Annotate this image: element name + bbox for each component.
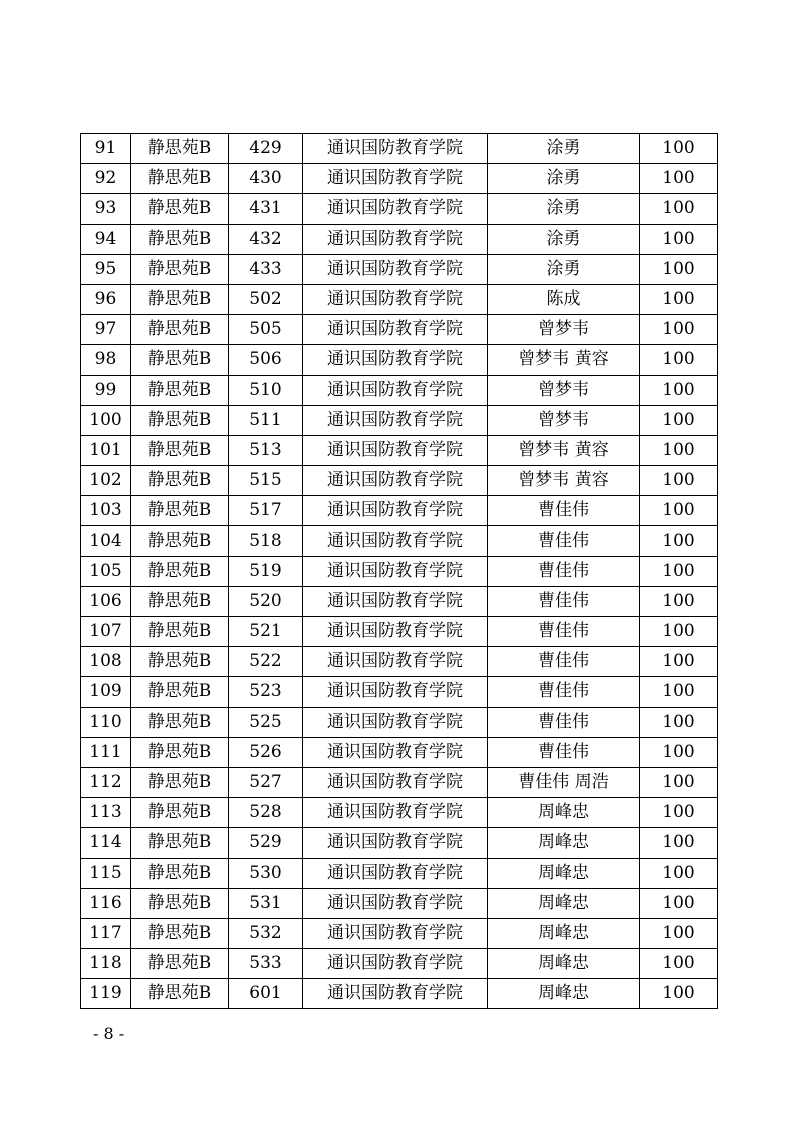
cell-building: 静思苑B	[131, 858, 229, 888]
cell-person: 周峰忠	[488, 798, 640, 828]
cell-number: 93	[81, 194, 131, 224]
cell-college: 通识国防教育学院	[303, 194, 488, 224]
cell-score: 100	[640, 254, 718, 284]
cell-room: 518	[229, 526, 303, 556]
cell-building: 静思苑B	[131, 586, 229, 616]
cell-building: 静思苑B	[131, 284, 229, 314]
cell-person: 陈成	[488, 284, 640, 314]
cell-score: 100	[640, 617, 718, 647]
cell-score: 100	[640, 798, 718, 828]
table-row	[81, 194, 718, 224]
cell-person: 曹佳伟 周浩	[488, 767, 640, 797]
table-row	[81, 677, 718, 707]
cell-person: 涂勇	[488, 134, 640, 164]
table-row	[81, 224, 718, 254]
table-body	[81, 134, 718, 1009]
cell-number: 106	[81, 586, 131, 616]
table-row	[81, 466, 718, 496]
cell-person: 曾梦韦	[488, 315, 640, 345]
cell-score: 100	[640, 345, 718, 375]
cell-building: 静思苑B	[131, 345, 229, 375]
table-row	[81, 345, 718, 375]
cell-college: 通识国防教育学院	[303, 254, 488, 284]
cell-number: 113	[81, 798, 131, 828]
cell-building: 静思苑B	[131, 737, 229, 767]
cell-college: 通识国防教育学院	[303, 586, 488, 616]
cell-number: 119	[81, 979, 131, 1009]
cell-room: 532	[229, 918, 303, 948]
cell-score: 100	[640, 496, 718, 526]
cell-score: 100	[640, 979, 718, 1009]
table-row	[81, 435, 718, 465]
cell-building: 静思苑B	[131, 466, 229, 496]
table-row	[81, 496, 718, 526]
cell-person: 周峰忠	[488, 888, 640, 918]
cell-building: 静思苑B	[131, 254, 229, 284]
cell-room: 519	[229, 556, 303, 586]
cell-room: 431	[229, 194, 303, 224]
cell-person: 曾梦韦 黄容	[488, 435, 640, 465]
cell-building: 静思苑B	[131, 979, 229, 1009]
cell-room: 521	[229, 617, 303, 647]
cell-person: 曾梦韦 黄容	[488, 345, 640, 375]
cell-number: 91	[81, 134, 131, 164]
cell-college: 通识国防教育学院	[303, 345, 488, 375]
cell-number: 92	[81, 164, 131, 194]
table-row	[81, 375, 718, 405]
cell-college: 通识国防教育学院	[303, 526, 488, 556]
cell-number: 104	[81, 526, 131, 556]
cell-number: 108	[81, 647, 131, 677]
cell-score: 100	[640, 466, 718, 496]
cell-room: 502	[229, 284, 303, 314]
cell-building: 静思苑B	[131, 617, 229, 647]
cell-person: 曹佳伟	[488, 617, 640, 647]
cell-person: 涂勇	[488, 224, 640, 254]
table-row	[81, 918, 718, 948]
cell-building: 静思苑B	[131, 828, 229, 858]
cell-number: 112	[81, 767, 131, 797]
table-row	[81, 315, 718, 345]
cell-building: 静思苑B	[131, 134, 229, 164]
cell-building: 静思苑B	[131, 435, 229, 465]
cell-person: 周峰忠	[488, 828, 640, 858]
cell-score: 100	[640, 858, 718, 888]
cell-number: 96	[81, 284, 131, 314]
cell-score: 100	[640, 888, 718, 918]
cell-room: 533	[229, 949, 303, 979]
cell-college: 通识国防教育学院	[303, 677, 488, 707]
cell-college: 通识国防教育学院	[303, 435, 488, 465]
table-row	[81, 798, 718, 828]
cell-building: 静思苑B	[131, 918, 229, 948]
cell-score: 100	[640, 677, 718, 707]
table-row	[81, 888, 718, 918]
cell-building: 静思苑B	[131, 707, 229, 737]
cell-college: 通识国防教育学院	[303, 315, 488, 345]
cell-score: 100	[640, 315, 718, 345]
cell-room: 510	[229, 375, 303, 405]
cell-number: 111	[81, 737, 131, 767]
cell-room: 526	[229, 737, 303, 767]
cell-college: 通识国防教育学院	[303, 979, 488, 1009]
cell-number: 95	[81, 254, 131, 284]
cell-score: 100	[640, 707, 718, 737]
cell-person: 周峰忠	[488, 949, 640, 979]
table-row	[81, 828, 718, 858]
cell-person: 涂勇	[488, 254, 640, 284]
table-row	[81, 767, 718, 797]
cell-score: 100	[640, 164, 718, 194]
table-row	[81, 647, 718, 677]
cell-score: 100	[640, 405, 718, 435]
cell-building: 静思苑B	[131, 949, 229, 979]
cell-room: 429	[229, 134, 303, 164]
dormitory-score-table	[80, 133, 718, 1009]
cell-person: 曾梦韦	[488, 405, 640, 435]
cell-room: 522	[229, 647, 303, 677]
cell-person: 曹佳伟	[488, 556, 640, 586]
cell-building: 静思苑B	[131, 647, 229, 677]
table-row	[81, 979, 718, 1009]
cell-building: 静思苑B	[131, 496, 229, 526]
cell-building: 静思苑B	[131, 677, 229, 707]
cell-college: 通识国防教育学院	[303, 949, 488, 979]
cell-college: 通识国防教育学院	[303, 405, 488, 435]
cell-college: 通识国防教育学院	[303, 617, 488, 647]
cell-person: 曹佳伟	[488, 647, 640, 677]
cell-building: 静思苑B	[131, 888, 229, 918]
cell-college: 通识国防教育学院	[303, 224, 488, 254]
cell-college: 通识国防教育学院	[303, 647, 488, 677]
cell-person: 曹佳伟	[488, 586, 640, 616]
cell-person: 曹佳伟	[488, 707, 640, 737]
cell-room: 511	[229, 405, 303, 435]
cell-score: 100	[640, 526, 718, 556]
cell-college: 通识国防教育学院	[303, 858, 488, 888]
cell-college: 通识国防教育学院	[303, 466, 488, 496]
cell-college: 通识国防教育学院	[303, 496, 488, 526]
table-row	[81, 526, 718, 556]
cell-college: 通识国防教育学院	[303, 737, 488, 767]
table-row	[81, 737, 718, 767]
cell-number: 97	[81, 315, 131, 345]
cell-college: 通识国防教育学院	[303, 918, 488, 948]
table-row	[81, 586, 718, 616]
cell-building: 静思苑B	[131, 405, 229, 435]
cell-college: 通识国防教育学院	[303, 284, 488, 314]
table-row	[81, 707, 718, 737]
table-row	[81, 858, 718, 888]
cell-score: 100	[640, 284, 718, 314]
cell-room: 430	[229, 164, 303, 194]
cell-number: 101	[81, 435, 131, 465]
cell-score: 100	[640, 737, 718, 767]
cell-number: 99	[81, 375, 131, 405]
cell-number: 114	[81, 828, 131, 858]
cell-number: 118	[81, 949, 131, 979]
cell-person: 涂勇	[488, 164, 640, 194]
cell-person: 曹佳伟	[488, 526, 640, 556]
cell-score: 100	[640, 134, 718, 164]
cell-person: 曹佳伟	[488, 737, 640, 767]
cell-building: 静思苑B	[131, 798, 229, 828]
cell-score: 100	[640, 586, 718, 616]
table-row	[81, 405, 718, 435]
table-row	[81, 284, 718, 314]
cell-building: 静思苑B	[131, 194, 229, 224]
table-row	[81, 134, 718, 164]
table-row	[81, 556, 718, 586]
cell-room: 433	[229, 254, 303, 284]
cell-person: 曾梦韦 黄容	[488, 466, 640, 496]
cell-number: 110	[81, 707, 131, 737]
cell-score: 100	[640, 375, 718, 405]
cell-room: 523	[229, 677, 303, 707]
cell-number: 105	[81, 556, 131, 586]
cell-number: 109	[81, 677, 131, 707]
cell-building: 静思苑B	[131, 224, 229, 254]
cell-number: 117	[81, 918, 131, 948]
cell-room: 531	[229, 888, 303, 918]
cell-room: 527	[229, 767, 303, 797]
cell-number: 98	[81, 345, 131, 375]
cell-person: 周峰忠	[488, 918, 640, 948]
cell-room: 529	[229, 828, 303, 858]
cell-college: 通识国防教育学院	[303, 134, 488, 164]
cell-building: 静思苑B	[131, 556, 229, 586]
cell-person: 曾梦韦	[488, 375, 640, 405]
cell-score: 100	[640, 918, 718, 948]
cell-room: 520	[229, 586, 303, 616]
cell-room: 432	[229, 224, 303, 254]
cell-number: 103	[81, 496, 131, 526]
cell-room: 513	[229, 435, 303, 465]
cell-room: 601	[229, 979, 303, 1009]
cell-college: 通识国防教育学院	[303, 375, 488, 405]
cell-person: 涂勇	[488, 194, 640, 224]
cell-score: 100	[640, 767, 718, 797]
cell-score: 100	[640, 194, 718, 224]
cell-building: 静思苑B	[131, 164, 229, 194]
cell-college: 通识国防教育学院	[303, 707, 488, 737]
cell-building: 静思苑B	[131, 767, 229, 797]
cell-building: 静思苑B	[131, 375, 229, 405]
cell-score: 100	[640, 647, 718, 677]
cell-score: 100	[640, 556, 718, 586]
cell-person: 周峰忠	[488, 979, 640, 1009]
cell-college: 通识国防教育学院	[303, 888, 488, 918]
cell-score: 100	[640, 435, 718, 465]
cell-room: 515	[229, 466, 303, 496]
cell-room: 517	[229, 496, 303, 526]
cell-building: 静思苑B	[131, 315, 229, 345]
cell-person: 曹佳伟	[488, 496, 640, 526]
cell-person: 曹佳伟	[488, 677, 640, 707]
cell-college: 通识国防教育学院	[303, 164, 488, 194]
cell-room: 528	[229, 798, 303, 828]
cell-college: 通识国防教育学院	[303, 556, 488, 586]
cell-score: 100	[640, 828, 718, 858]
table-row	[81, 949, 718, 979]
cell-score: 100	[640, 949, 718, 979]
cell-number: 115	[81, 858, 131, 888]
table-row	[81, 254, 718, 284]
cell-room: 525	[229, 707, 303, 737]
cell-building: 静思苑B	[131, 526, 229, 556]
cell-number: 107	[81, 617, 131, 647]
cell-score: 100	[640, 224, 718, 254]
cell-college: 通识国防教育学院	[303, 828, 488, 858]
cell-room: 505	[229, 315, 303, 345]
cell-room: 506	[229, 345, 303, 375]
table-row	[81, 617, 718, 647]
table-row	[81, 164, 718, 194]
cell-college: 通识国防教育学院	[303, 798, 488, 828]
cell-number: 100	[81, 405, 131, 435]
page-number: - 8 -	[93, 1024, 125, 1043]
cell-person: 周峰忠	[488, 858, 640, 888]
cell-number: 116	[81, 888, 131, 918]
cell-number: 102	[81, 466, 131, 496]
cell-college: 通识国防教育学院	[303, 767, 488, 797]
cell-number: 94	[81, 224, 131, 254]
cell-room: 530	[229, 858, 303, 888]
